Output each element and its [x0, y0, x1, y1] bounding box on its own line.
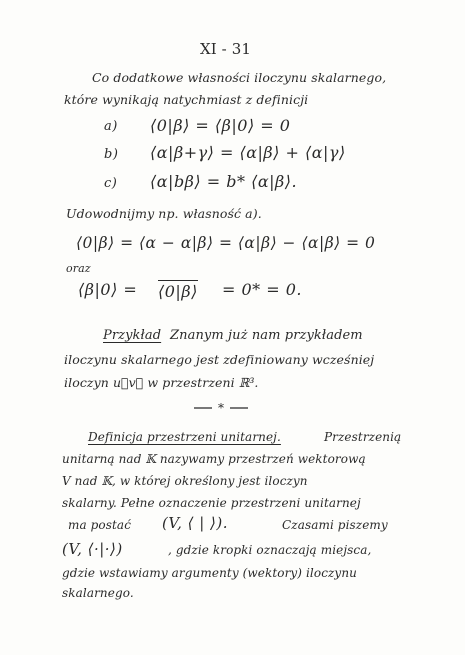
page-title: XI - 31 [200, 40, 251, 58]
definition-line-8: skalarnego. [62, 586, 134, 600]
definition-line-4: skalarny. Pełne oznaczenie przestrzeni unitarnej [62, 496, 361, 510]
property-b-label: b) [104, 147, 119, 162]
proof-equation-1: ⟨0|β⟩ = ⟨α − α|β⟩ = ⟨α|β⟩ − ⟨α|β⟩ = 0 [76, 234, 376, 252]
intro-line-2: które wynikają natychmiast z definicji [64, 92, 309, 107]
proof-equation-2-lhs: ⟨β|0⟩ = [78, 280, 138, 299]
example-line-3: iloczyn u⃗v⃗ w przestrzeni ℝ³. [64, 375, 259, 390]
section-divider [192, 401, 250, 415]
property-b-formula: ⟨α|β+γ⟩ = ⟨α|β⟩ + ⟨α|γ⟩ [150, 143, 346, 162]
example-line-1: Znanym już nam przykładem [170, 328, 363, 343]
definition-line-5a: ma postać [68, 518, 132, 532]
property-a-formula: ⟨0|β⟩ = ⟨β|0⟩ = 0 [150, 116, 291, 135]
definition-line-3: V nad 𝕂, w której określony jest iloczyn [62, 474, 308, 488]
intro-line-1: Co dodatkowe własności iloczynu skalarnego, [92, 70, 387, 85]
proof-oraz: oraz [66, 262, 91, 275]
property-c-label: c) [104, 176, 118, 191]
property-c-formula: ⟨α|bβ⟩ = b* ⟨α|β⟩. [150, 172, 298, 191]
definition-notation: (V, ⟨ | ⟩). [162, 514, 229, 532]
example-line-2: iloczynu skalarnego jest zdefiniowany wcześniej [64, 352, 375, 367]
definition-line-2: unitarną nad 𝕂 nazywamy przestrzeń wektorową [62, 452, 366, 466]
definition-line-5c: Czasami piszemy [282, 518, 388, 532]
proof-intro: Udowodnijmy np. własność a). [66, 206, 262, 221]
definition-heading: Definicja przestrzeni unitarnej. [88, 430, 281, 444]
property-a-label: a) [104, 119, 118, 134]
proof-equation-2-conjugate: ⟨0|β⟩ [158, 282, 198, 301]
proof-equation-2-rhs: = 0* = 0. [222, 280, 303, 299]
definition-line-6: , gdzie kropki oznaczają miejsca, [168, 543, 372, 557]
definition-line-1: Przestrzenią [324, 430, 402, 444]
example-heading: Przykład [103, 328, 162, 343]
divider-asterisk: * [218, 401, 224, 415]
definition-dot-notation: (V, ⟨·|·⟩) [62, 540, 123, 558]
definition-line-7: gdzie wstawiamy argumenty (wektory) iloczynu [62, 566, 357, 580]
